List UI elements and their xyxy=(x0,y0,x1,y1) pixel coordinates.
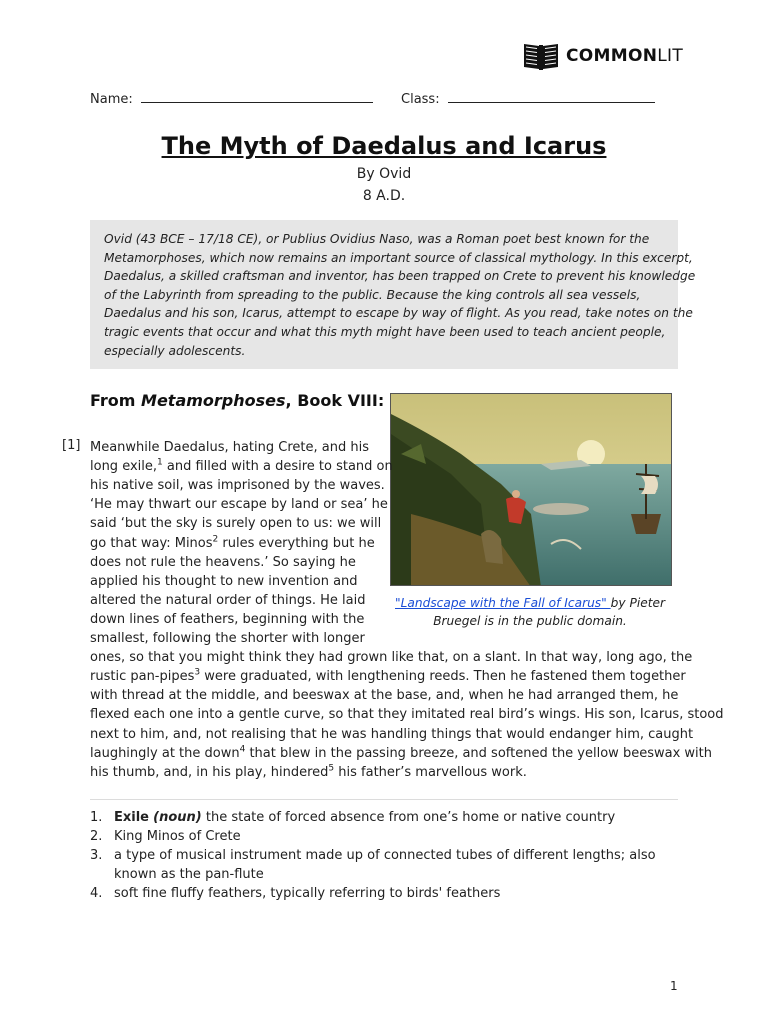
footnote-number: 4. xyxy=(90,886,103,901)
body-line: long exile,$^1$ and filled with a desire to stand on xyxy=(90,457,393,475)
body-line: does not rule the heavens.’ So saying he xyxy=(90,554,356,570)
commonlit-logo xyxy=(522,41,683,71)
body-line: applied his thought to new invention and xyxy=(90,573,358,589)
body-line: his native soil, was imprisoned by the waves. xyxy=(90,478,385,494)
footnote-ref: 2 xyxy=(212,534,219,545)
intro-line: Ovid (43 BCE – 17/18 CE), or Publius Ovidius Naso, was a Roman poet best known for the xyxy=(104,232,650,246)
class-line xyxy=(448,91,655,103)
body-line: laughingly at the down$^4$ that blew in the passing breeze, and softened the yellow beeswax with xyxy=(90,744,712,761)
painting-image xyxy=(390,393,672,586)
intro-line: tragic events that occur and what this myth might have been used to teach ancient people, xyxy=(104,324,666,339)
paragraph-number: [1] xyxy=(62,438,81,453)
open-book-icon xyxy=(522,41,560,71)
footnote-text: soft fine fluffy feathers, typically referring to birds' feathers xyxy=(114,886,501,901)
body-line: his thumb, and, in his play, hindered$^5$ his father’s marvellous work. xyxy=(90,763,527,780)
footnote-text: the state of forced absence from one’s home or native country xyxy=(201,810,616,825)
footnote-ref: 5 xyxy=(328,763,335,774)
page-number: 1 xyxy=(670,979,678,993)
body-line: with thread at the middle, and beeswax at the base, and, when he had arranged them, he xyxy=(90,688,679,704)
body-line: altered the natural order of things. He laid xyxy=(90,592,366,608)
landscape-painting xyxy=(391,394,672,586)
logo-text: COMMONLIT xyxy=(566,46,684,66)
name-label: Name: xyxy=(90,92,133,107)
footnote-item xyxy=(90,885,678,904)
body-line: down lines of feathers, beginning with the xyxy=(90,611,365,627)
intro-line: Daedalus and his son, Icarus, attempt to escape by way of flight. As you read, take notes on the xyxy=(104,306,693,321)
footnote-ref: 4 xyxy=(239,744,246,755)
body-line: Meanwhile Daedalus, hating Crete, and his xyxy=(90,440,369,455)
body-line: smallest, following the shorter with longer xyxy=(90,631,365,646)
body-line: flexed each one into a gentle curve, so that they imitated real bird’s wings. His son, Icarus, stood xyxy=(90,707,724,723)
caption-credit: by Pieter Bruegel is in the public domain. xyxy=(433,596,665,628)
body-line: next to him, and, not realising that he was handling things that would endanger him, caught xyxy=(90,726,694,742)
body-line: said ‘but the sky is surely open to us: we will xyxy=(90,516,382,532)
section-heading: From Metamorphoses, Book VIII: xyxy=(90,391,385,410)
footnote-item xyxy=(90,828,678,847)
footnote-number: 2. xyxy=(90,829,103,844)
intro-line: of the Labyrinth from spreading to the public. Because the king controls all sea vessels, xyxy=(104,287,641,302)
footnote-number: 3. xyxy=(90,848,103,863)
footnote-ref: 1 xyxy=(157,457,163,468)
image-caption xyxy=(384,594,676,630)
document-title: The Myth of Daedalus and Icarus xyxy=(161,132,607,160)
intro-line: Metamorphoses, which now remains an important source of classical mythology. In this excerpt, xyxy=(104,250,693,265)
intro-box xyxy=(90,220,696,369)
footnote-pos: (noun) xyxy=(153,810,202,825)
intro-line: Daedalus, a skilled craftsman and inventor, has been trapped on Crete to prevent his knowledge xyxy=(104,269,696,284)
caption-link[interactable]: "Landscape with the Fall of Icarus" xyxy=(395,596,611,610)
name-line xyxy=(141,91,373,103)
footnote-ref: 3 xyxy=(194,667,201,678)
footnote-text: King Minos of Crete xyxy=(114,829,241,844)
author-line: By Ovid xyxy=(356,166,412,182)
body-line: ‘He may thwart our escape by land or sea’ he xyxy=(90,497,388,513)
footnote-text: a type of musical instrument made up of connected tubes of different lengths; also known as the pan-flute xyxy=(114,848,656,882)
footnote-item xyxy=(90,809,678,828)
class-field xyxy=(401,91,655,107)
footnote-divider xyxy=(90,799,678,800)
body-line: rustic pan-pipes$^3$ were graduated, with lengthening reeds. Then he fastened them together xyxy=(90,667,686,685)
intro-line: especially adolescents. xyxy=(104,343,246,358)
footnote-number: 1. xyxy=(90,810,103,825)
name-field xyxy=(90,91,373,107)
class-label: Class: xyxy=(401,92,440,107)
body-line: go that way: Minos$^2$ rules everything but he xyxy=(90,534,375,551)
footnote-term: Exile xyxy=(114,810,149,825)
body-line: ones, so that you might think they had grown like that, on a slant. In that way, long ago, the xyxy=(90,650,693,666)
intro-text xyxy=(104,230,696,360)
footnote-item xyxy=(90,847,678,884)
date-line: 8 A.D. xyxy=(362,188,406,204)
